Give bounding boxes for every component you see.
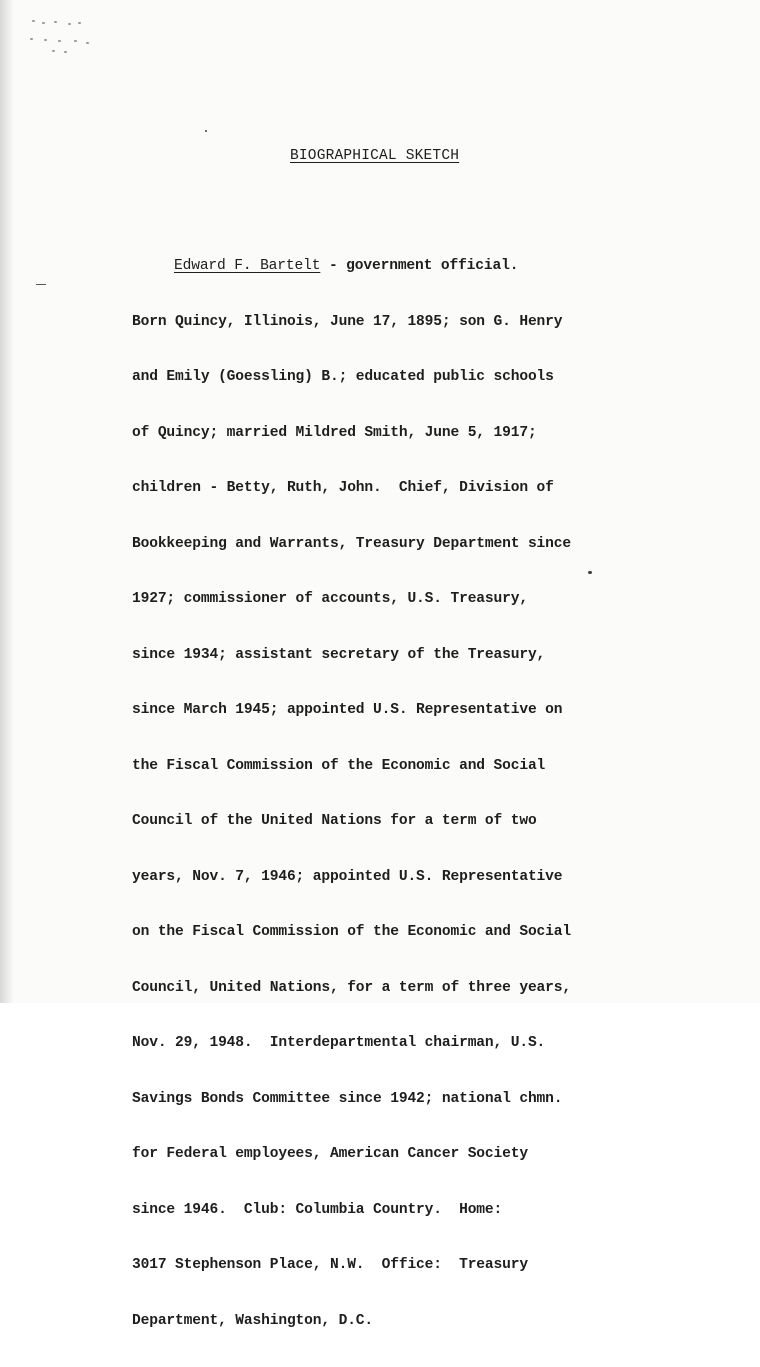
speck [42, 22, 45, 24]
biography-first-line [132, 257, 732, 276]
document-title: BIOGRAPHICAL SKETCH [290, 148, 460, 164]
ink-dot [205, 130, 207, 132]
biography-line: 1927; commissioner of accounts, U.S. Treasury, [132, 591, 528, 607]
biography-line: Council, United Nations, for a term of three years, [132, 979, 571, 996]
speck [78, 22, 81, 24]
biography-line: children - Betty, Ruth, John. Chief, Division of [132, 480, 554, 496]
speck [74, 40, 77, 42]
speck [64, 51, 67, 53]
biography-line: Nov. 29, 1948. Interdepartmental chairman, U.S. [132, 1035, 546, 1051]
biography-text [132, 220, 732, 1367]
biography-line: - government official. [320, 258, 519, 274]
biography-line: the Fiscal Commission of the Economic and Social [132, 757, 546, 774]
biography-line: Department, Washington, D.C. [132, 1312, 374, 1329]
biography-line: years, Nov. 7, 1946; appointed U.S. Representative [132, 868, 563, 885]
speck [86, 42, 89, 44]
speck [44, 39, 47, 41]
biography-line: since March 1945; appointed U.S. Representative on [132, 702, 563, 718]
subject-name: Edward F. Bartelt [174, 258, 321, 274]
biography-line: and Emily (Goessling) B.; educated public schools [132, 369, 554, 385]
biography-line: Born Quincy, Illinois, June 17, 1895; son G. Henry [132, 313, 563, 330]
biography-line: Bookkeeping and Warrants, Treasury Department since [132, 535, 571, 552]
biography-line: 3017 Stephenson Place, N.W. Office: Treasury [132, 1257, 528, 1273]
margin-mark [36, 284, 46, 285]
biography-line: Savings Bonds Committee since 1942; national chmn. [132, 1090, 563, 1107]
speck [54, 21, 57, 23]
speck [68, 23, 71, 25]
biography-line: on the Fiscal Commission of the Economic and Social [132, 924, 571, 940]
speck [52, 50, 55, 52]
scan-specks [28, 18, 98, 63]
biography-line: Council of the United Nations for a term of two [132, 813, 537, 829]
biography-line: since 1946. Club: Columbia Country. Home: [132, 1201, 503, 1218]
biography-line: since 1934; assistant secretary of the Treasury, [132, 646, 546, 663]
speck [32, 20, 35, 22]
biography-line: for Federal employees, American Cancer Society [132, 1146, 528, 1162]
speck [30, 38, 33, 40]
speck [58, 40, 61, 42]
biography-line: of Quincy; married Mildred Smith, June 5, 1917; [132, 424, 537, 441]
